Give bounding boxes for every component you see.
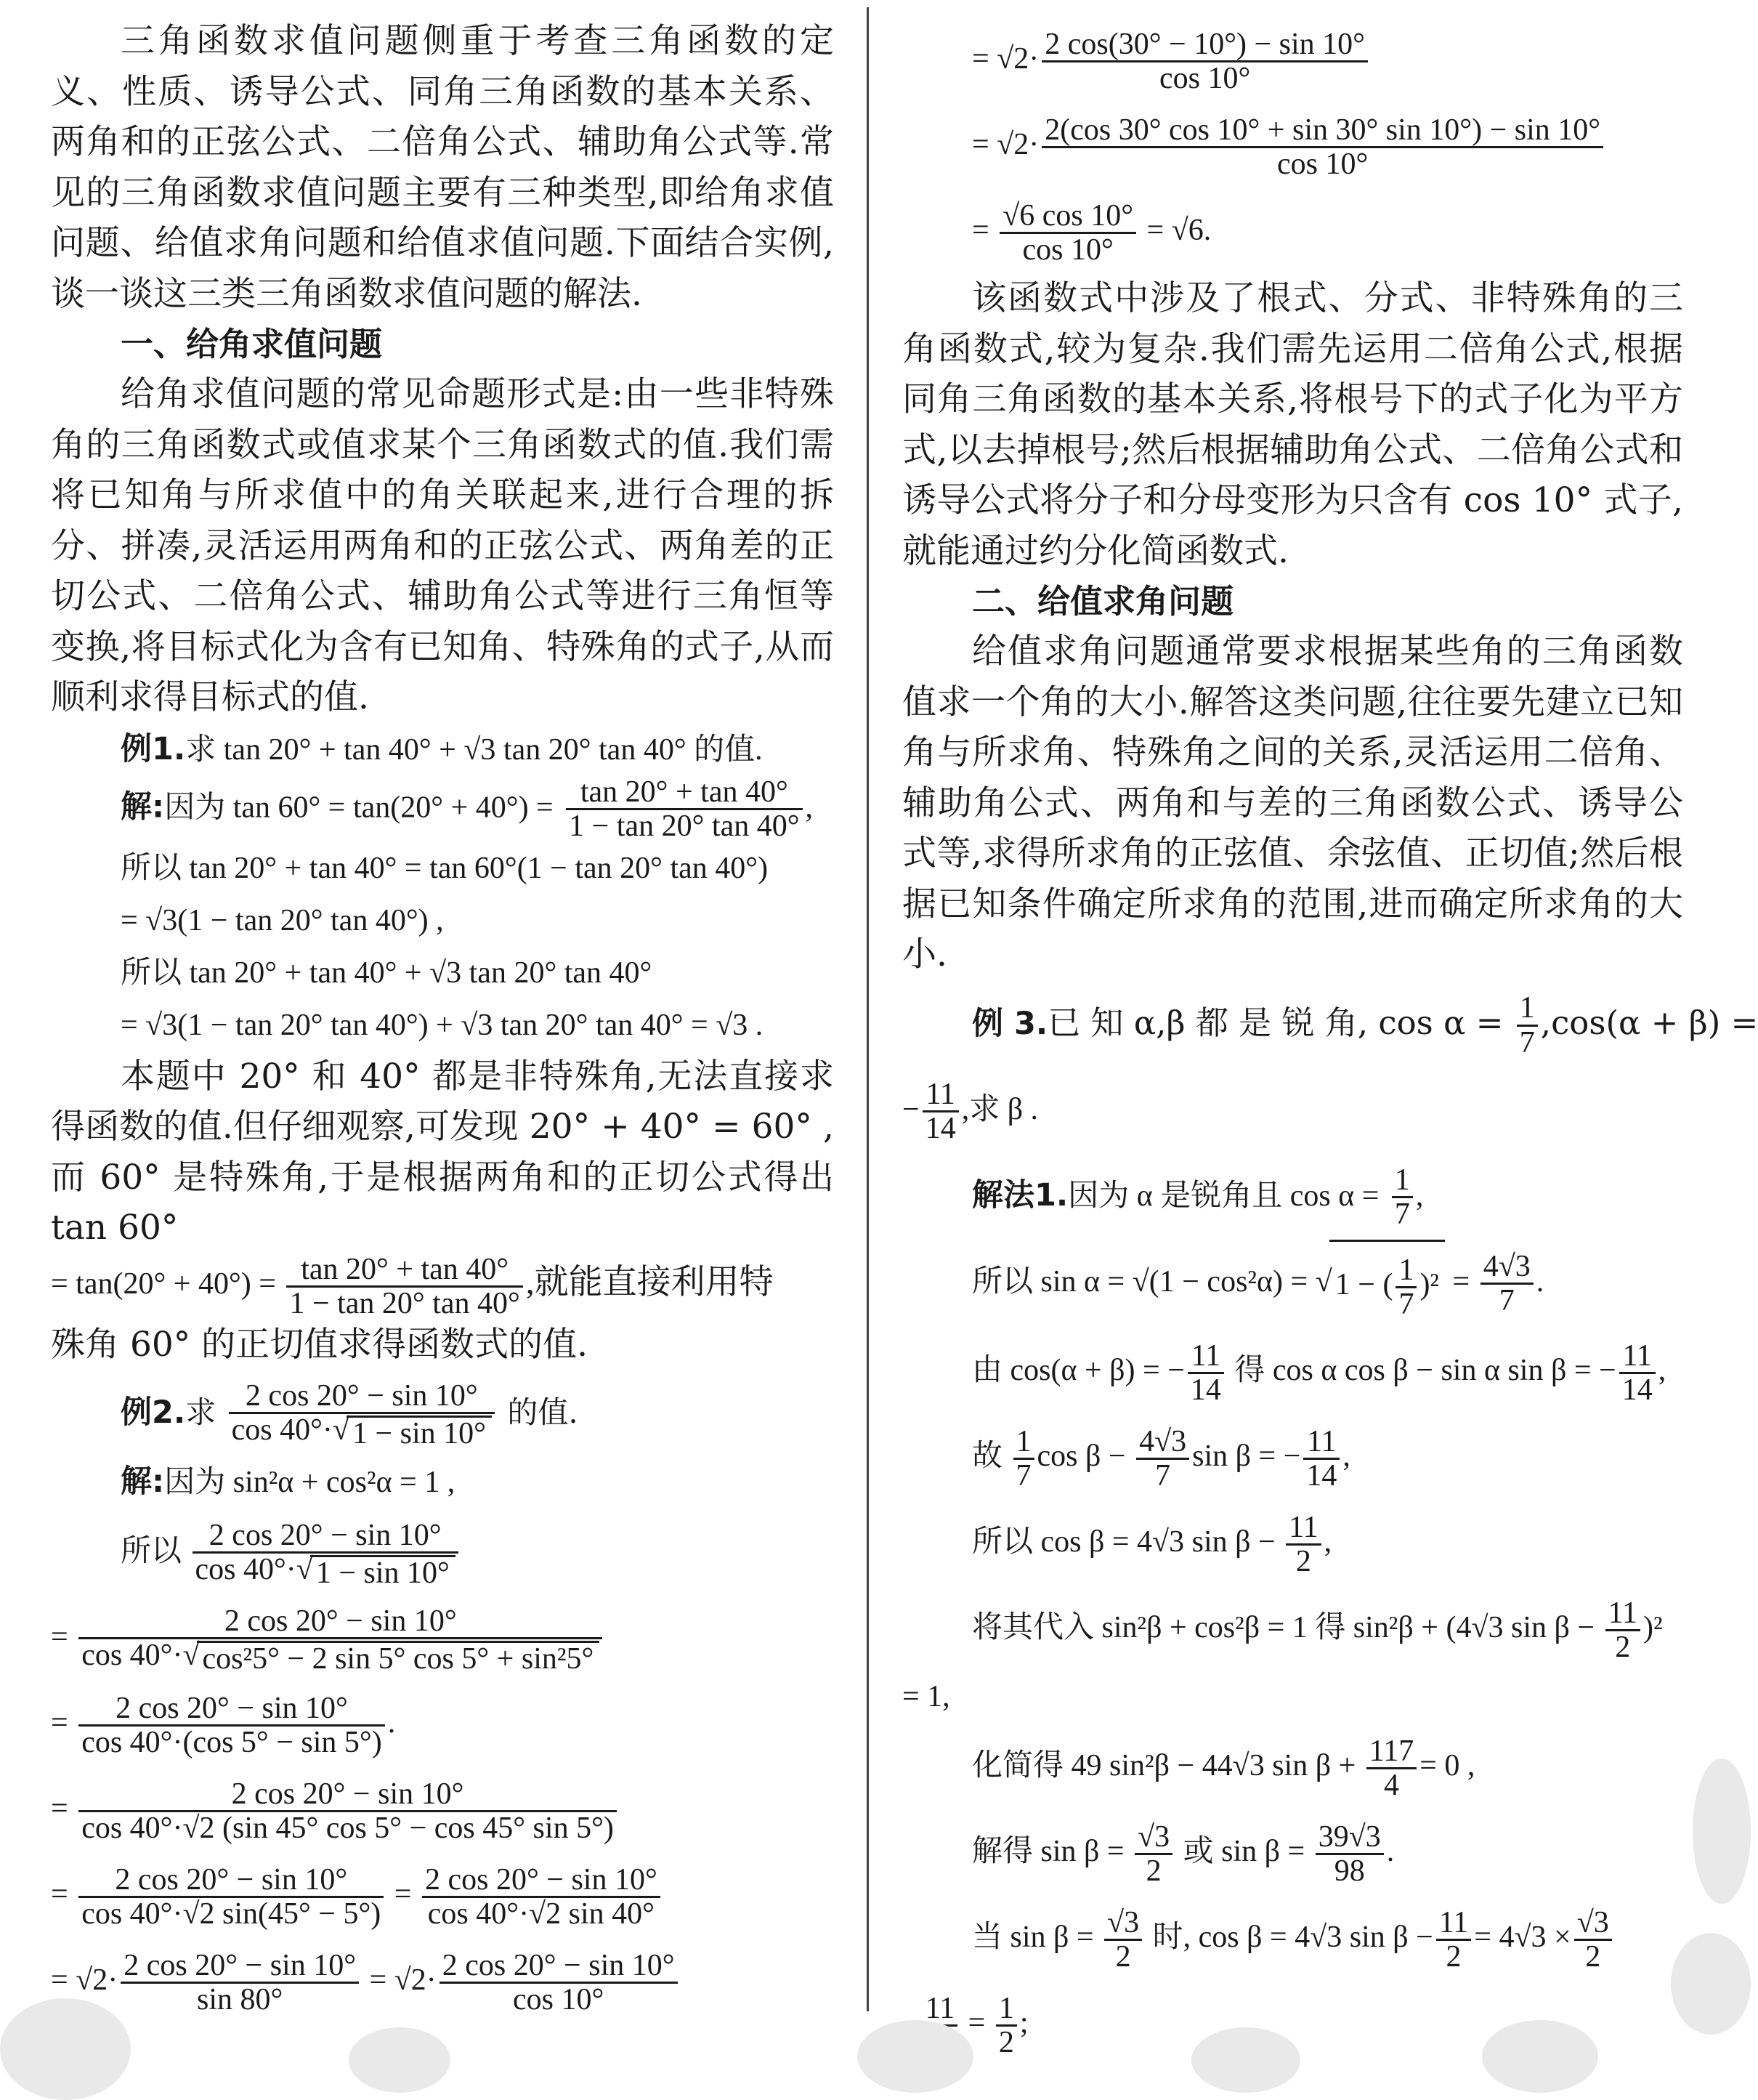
solution-1-step-7 [902,1723,1683,1809]
denominator: 14 [925,1112,956,1146]
denominator: cos 40°·√2 sin(45° − 5°) [81,1897,381,1931]
fraction [996,1992,1017,2059]
example-2-step-7 [51,1937,834,2023]
numerator: 1 [1396,1254,1417,1288]
step-text: 解得 sin β = [972,1835,1125,1869]
denominator: 7 [1519,1025,1535,1059]
fraction [1188,1340,1224,1406]
numerator: 1 [996,1992,1017,2027]
denominator: cos 40°·√2 (sin 45° cos 5° − cos 45° sin 5°) [81,1812,614,1846]
sqrt2-factor: √2· [76,1963,118,1998]
numerator: 2 cos 20° − sin 10° [78,1692,385,1727]
example-2-step-8 [902,16,1683,102]
denominator: 7 [1394,1198,1410,1231]
fraction [1000,200,1136,266]
period: . [1536,1264,1544,1299]
denominator: cos 40°·√cos²5° − 2 sin 5° cos 5° + sin²5° [78,1639,602,1675]
solution-label: 解: [121,788,165,825]
numerator: 2 cos 20° − sin 10° [440,1950,678,1984]
example-3-question-cont [902,1067,1683,1152]
solution-1-step-6 [902,1585,1683,1671]
example-1-label: 例1. [121,730,186,767]
equals-sign: = [369,1963,387,1998]
numerator: 2 cos 20° − sin 10° [229,1380,495,1414]
numerator: 117 [1366,1735,1417,1769]
fraction [1042,28,1368,94]
numerator: 2(cos 30° cos 10° + sin 30° sin 10°) − sin 10° [1042,114,1603,148]
numerator: 2 cos 20° − sin 10° [422,1864,660,1898]
fraction [78,1605,602,1675]
step-text: , [1658,1354,1666,1388]
fraction [193,1519,458,1589]
step-text: )² [1643,1611,1663,1645]
numerator: √6 cos 10° [1000,200,1136,234]
example-2-step-6 [51,1851,834,1937]
step-text: 因为 sin²α + cos²α = 1 , [164,1466,455,1500]
period: . [1386,1835,1395,1869]
numerator: 1 [1392,1164,1413,1198]
right-column [902,16,1758,2066]
numerator: 2 cos 20° − sin 10° [78,1778,617,1812]
numerator: 11 [1188,1340,1224,1374]
denominator: 98 [1334,1854,1365,1889]
fraction [1366,1735,1417,1801]
fraction [286,1253,522,1320]
step-text: cos β − [1037,1439,1126,1474]
step-text: 或 sin β = [1183,1835,1305,1869]
equals-sign: = [968,2006,986,2040]
equals-sign: = [972,42,989,76]
question-text: 求 [185,1394,216,1431]
numerator: 1 [1013,1426,1034,1460]
fraction [1396,1254,1417,1320]
result-text: = √6. [1146,214,1212,247]
step-text: = 4√3 × [1474,1921,1571,1955]
example-2-step-5 [51,1766,834,1851]
example-1-question [51,723,834,776]
denominator: 7 [1499,1284,1515,1318]
numerator: 2 cos 20° − sin 10° [121,1950,359,1984]
denominator: 14 [1306,1459,1337,1493]
column-divider [867,7,869,2011]
fraction [1392,1164,1413,1230]
solution-1-step-2: 所以 sin α = √(1 − cos²α) = √1 − ( $\frac{1}{7}$ )² = $\frac{4√3}{7}$ . [902,1239,1683,1328]
radicand: 1 − ( $\frac{1}{7}$ )² [1329,1240,1445,1328]
example-1-step-4: 所以 tan 20° + tan 40° + √3 tan 20° tan 40° [121,956,652,990]
equals-sign: = [394,1878,412,1912]
numerator: √3 [1574,1907,1612,1941]
numerator: 4√3 [1480,1251,1534,1285]
step-text: 故 [972,1439,1003,1474]
example-2-step-3 [51,1594,834,1680]
solution-1-step-3 [902,1328,1683,1413]
decorative-blob [1191,2027,1300,2093]
denominator: 7 [1155,1459,1171,1493]
fraction [923,1078,959,1144]
step-text: 所以 sin α = √(1 − cos²α) = [972,1264,1308,1299]
equals-sign: = [51,1620,68,1655]
denominator: 14 [1190,1373,1221,1408]
numerator: 1 [1517,992,1538,1026]
radicand-text: 1 − [1334,1268,1375,1302]
fraction [1316,1821,1384,1887]
example-2-step-4 [51,1680,834,1766]
period: . [387,1706,396,1740]
fraction [1042,114,1603,180]
numerator: 4√3 [1136,1426,1189,1460]
decorative-blob [1693,1758,1751,1904]
example-1-step-2: 所以 tan 20° + tan 40° = tan 60°(1 − tan 20° tan 40°) [121,851,769,885]
example-2-step-9 [902,102,1683,187]
denominator: cos 40°·√1 − sin 10° [193,1554,458,1589]
denominator: 2 [1585,1940,1601,1974]
example-1-analysis-formula [51,1253,834,1320]
fraction [1436,1907,1471,1973]
step-text: 所以 [121,1535,182,1569]
denominator: 2 [998,2026,1014,2060]
denominator: cos 10° [1277,147,1369,181]
denominator: 1 − tan 20° tan 40° [289,1286,520,1320]
fraction [1517,992,1538,1058]
radicand: 1 − sin 10° [347,1416,492,1450]
example-2-analysis: 该函数式中涉及了根式、分式、非特殊角的三角函数式,较为复杂.我们需先运用二倍角公式,根据同角三角函数的基本关系,将根号下的式子化为平方式,以去掉根号;然后根据辅助角公式、二倍角公式和诱导公式将分子和分母变形为只含有 cos 10° 式子,就能通过约分化简函数式. [902,278,1683,571]
decorative-blob [1671,1933,1751,2035]
step-text: 由 cos(α + β) = − [972,1354,1185,1388]
numerator: 11 [1286,1511,1321,1546]
numerator: 2 cos 20° − sin 10° [78,1864,384,1898]
fraction [1605,1597,1640,1663]
denominator-text: cos 40°· [81,1638,183,1672]
section-1-paragraph: 给角求值问题的常见命题形式是:由一些非特殊角的三角函数式或值求某个三角函数式的值.我们需将已知角与所求值中的角关联起来,进行合理的拆分、拼凑,灵活运用两角和的正弦公式、两角差的正切公式、二倍角公式、辅助角公式等进行三角恒等变换,将目标式化为含有已知角、特殊角的式子,从而顺利求得目标式的值. [51,374,834,717]
numerator: 11 [923,1078,959,1112]
denominator: cos 10° [1159,61,1251,95]
step-text: 将其代入 sin²β + cos²β = 1 得 sin²β + (4√3 sin β − [972,1611,1595,1645]
step-text: sin β = − [1192,1439,1301,1474]
solution-1-step-8 [902,1809,1683,1894]
question-text: ,求 β . [961,1092,1039,1126]
fraction [440,1950,678,2016]
question-text: ,cos(α + β) = [1540,1003,1758,1042]
fraction [1286,1511,1321,1578]
radicand: cos²5° − 2 sin 5° cos 5° + sin²5° [197,1641,600,1675]
sqrt2-factor: √2· [997,42,1040,76]
question-text: 的值. [507,1394,578,1431]
step-text: , [805,791,814,825]
denominator: cos 10° [1022,233,1114,267]
formula-text: = tan(20° + 40°) = [51,1267,276,1301]
numerator: 11 [923,1992,957,2027]
fraction [1136,1426,1189,1492]
step-text: 因为 α 是锐角且 cos α = [1068,1179,1380,1213]
solution-1-step-1 [902,1152,1683,1239]
step-text: , [1342,1439,1350,1474]
numerator: 2 cos(30° − 10°) − sin 10° [1042,28,1368,62]
example-3-label: 例 3. [972,1005,1048,1042]
numerator: tan 20° + tan 40° [286,1253,522,1288]
solution-1-label: 解法1. [972,1176,1069,1213]
fraction [1303,1426,1340,1492]
denominator: 1 − tan 20° tan 40° [569,809,800,843]
denominator: 7 [1016,1459,1032,1493]
example-2-result [902,187,1683,273]
solution-label: 解: [121,1463,165,1501]
step-text: 得 cos α cos β − sin α sin β = − [1234,1354,1616,1388]
step-text: = 0 , [1419,1749,1475,1783]
section-2-paragraph: 给值求角问题通常要求根据某些角的三角函数值求一个角的大小.解答这类问题,往往要先建立已知角与所求角、特殊角之间的关系,灵活运用二倍角、辅助角公式、两角和与差的三角函数公式、诱导公式等,求得所求角的正弦值、余弦值、正切值;然后根据已知条件确定所求角的范围,进而确定所求角的大小. [902,631,1683,974]
example-1-step-3: = √3(1 − tan 20° tan 40°) , [121,903,444,937]
numerator: 11 [1619,1340,1656,1374]
denominator: cos 40°·√2 sin 40° [427,1897,655,1931]
equals-sign: = [972,214,989,247]
numerator: tan 20° + tan 40° [566,776,802,810]
denominator-text: cos 40°· [231,1413,333,1447]
denominator: 4 [1384,1769,1400,1803]
denominator: sin 80° [196,1983,283,2017]
step-text: 所以 cos β = 4√3 sin β − [972,1525,1276,1559]
fraction [1480,1251,1534,1317]
numerator: 11 [1436,1907,1471,1941]
question-text: 已 知 α,β 都 是 锐 角, cos α = [1048,1003,1504,1042]
fraction [1619,1340,1656,1406]
example-2-step-1 [51,1455,834,1509]
decorative-blob [857,2020,973,2093]
example-2-step-2 [51,1509,834,1594]
denominator: 2 [1615,1631,1631,1665]
denominator: cos 10° [512,1983,604,2017]
denominator: 2 [1446,1940,1462,1974]
decorative-blob [349,2027,450,2093]
equals-sign: = [51,1963,68,1998]
left-column [51,16,834,2023]
denominator: cos 40°·(cos 5° − sin 5°) [81,1726,382,1760]
fraction [1135,1821,1172,1887]
intro-paragraph: 三角函数求值问题侧重于考查三角函数的定义、性质、诱导公式、同角三角函数的基本关系、两角和的正弦公式、二倍角公式、辅助角公式等.常见的三角函数求值问题主要有三种类型,即给角求值问题、给值求角问题和给值求值问题.下面结合实例,谈一谈这三类三角函数求值问题的解法. [51,21,834,314]
example-1-analysis: 本题中 20° 和 40° 都是非特殊角,无法直接求得函数的值.但仔细观察,可发现 20° + 40° = 60° ,而 60° 是特殊角,于是根据两角和的正切公式得出 tan 60° [51,1056,834,1248]
numerator: 2 cos 20° − sin 10° [78,1605,602,1639]
fraction [422,1864,660,1930]
section-heading-2: 二、给值求角问题 [972,582,1234,621]
solution-1-step-6-cont: = 1, [902,1680,950,1714]
numerator: √3 [1104,1907,1142,1941]
step-text: 因为 tan 60° = tan(20° + 40°) = [164,791,554,825]
example-2-label: 例2. [121,1394,186,1431]
solution-1-step-5 [902,1499,1683,1585]
step-text: 时, cos β = 4√3 sin β − [1152,1921,1433,1955]
denominator: 2 [1295,1545,1311,1579]
fraction [1104,1907,1142,1973]
example-1-step-5: = √3(1 − tan 20° tan 40°) + √3 tan 20° tan 40° = √3 . [121,1008,763,1042]
equals-sign: = [51,1706,68,1740]
analysis-text: ,就能直接利用特 [525,1263,774,1301]
step-text: , [1415,1179,1424,1213]
numerator: 2 cos 20° − sin 10° [193,1519,458,1554]
semicolon: ; [1019,2006,1029,2040]
example-1-step-1 [51,776,834,842]
numerator: √3 [1135,1821,1172,1855]
fraction [566,776,802,842]
denominator: 2 [1146,1854,1162,1889]
numerator: 11 [1605,1597,1640,1631]
example-1-text: 求 tan 20° + tan 40° + √3 tan 20° tan 40° 的值. [185,732,763,767]
solution-1-step-9 [902,1894,1683,1980]
step-text: 化简得 49 sin²β − 44√3 sin β + [972,1749,1356,1783]
denominator: 7 [1398,1288,1414,1322]
fraction [78,1692,385,1758]
section-heading-1: 一、给角求值问题 [121,325,383,363]
minus-sign: − [902,1092,920,1126]
fraction [229,1380,495,1450]
fraction [78,1864,384,1930]
example-2-question [51,1370,834,1455]
step-text: 当 sin β = [972,1921,1094,1955]
equals-sign: = [51,1792,68,1826]
denominator: cos 40°·√1 − sin 10° [229,1414,495,1450]
decorative-blob [1482,2020,1598,2093]
example-1-analysis-end: 殊角 60° 的正切值求得函数式的值. [51,1324,588,1365]
equals-sign: = [1452,1264,1470,1299]
numerator: 39√3 [1316,1821,1384,1855]
example-3-question [902,980,1758,1067]
decorative-blob [0,1998,131,2100]
solution-1-step-4 [902,1413,1683,1499]
denominator: 2 [1115,1940,1131,1974]
step-text: , [1324,1525,1332,1559]
denominator-text: cos 40°· [195,1552,296,1586]
equals-sign: = [972,128,989,161]
denominator: 14 [1621,1373,1653,1408]
fraction [78,1778,617,1844]
radicand: 1 − sin 10° [310,1555,455,1589]
fraction [121,1950,359,2016]
sqrt2-factor: √2· [997,128,1040,161]
fraction [1013,1426,1034,1492]
equals-sign: = [51,1878,68,1912]
fraction [1574,1907,1612,1973]
sqrt2-factor: √2· [394,1963,437,1998]
numerator: 11 [1303,1426,1340,1460]
